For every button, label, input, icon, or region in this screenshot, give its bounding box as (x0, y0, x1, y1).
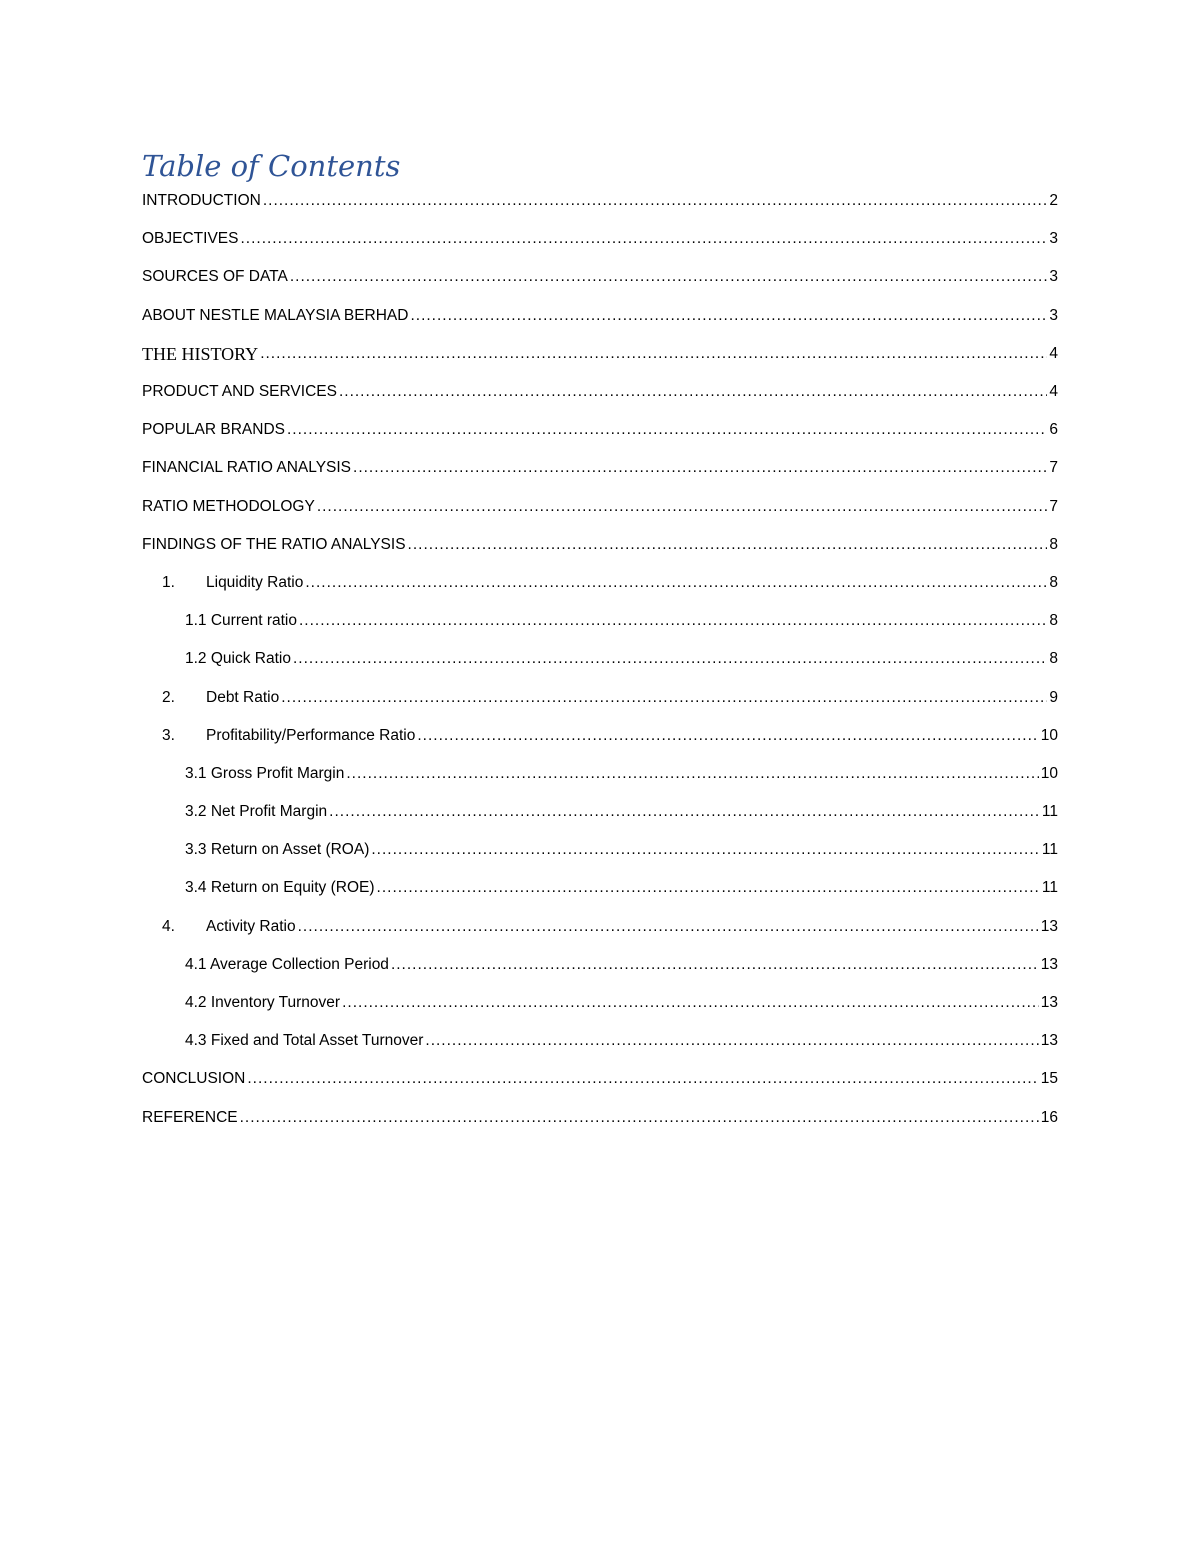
toc-entry-page-number[interactable]: 13 (1040, 994, 1058, 1012)
toc-entry-page-number[interactable]: 3 (1049, 230, 1058, 248)
toc-entry-label[interactable]: RATIO METHODOLOGY (142, 497, 315, 515)
toc-entry-number: 3. (162, 726, 175, 744)
toc-dot-leader (287, 420, 1047, 440)
toc-entry[interactable] (142, 1099, 1058, 1137)
toc-dot-leader (299, 611, 1047, 631)
toc-entry[interactable] (142, 335, 1058, 373)
toc-entry[interactable] (142, 297, 1058, 335)
toc-entry[interactable] (142, 946, 1058, 984)
toc-list (142, 182, 1058, 1137)
toc-entry-page-number[interactable]: 7 (1049, 497, 1058, 515)
toc-dot-leader (240, 1108, 1039, 1128)
toc-dot-leader (281, 688, 1047, 708)
toc-entry-label[interactable]: Liquidity Ratio (206, 573, 304, 591)
toc-entry-label[interactable]: 4.1 Average Collection Period (185, 955, 389, 973)
toc-entry[interactable] (142, 564, 1058, 602)
toc-entry[interactable] (142, 1022, 1058, 1060)
toc-entry[interactable] (142, 793, 1058, 831)
toc-dot-leader (263, 191, 1048, 211)
toc-entry-page-number[interactable]: 10 (1040, 764, 1058, 782)
toc-entry[interactable] (142, 908, 1058, 946)
toc-entry-label[interactable]: INTRODUCTION (142, 192, 261, 210)
toc-dot-leader (346, 764, 1038, 784)
toc-dot-leader (329, 802, 1040, 822)
toc-entry-page-number[interactable]: 16 (1040, 1108, 1058, 1126)
toc-entry-page-number[interactable]: 3 (1049, 268, 1058, 286)
toc-entry-page-number[interactable]: 11 (1041, 803, 1058, 821)
toc-entry-number: 1. (162, 573, 175, 591)
toc-dot-leader (293, 649, 1047, 669)
toc-entry-label[interactable]: THE HISTORY (142, 343, 259, 364)
toc-dot-leader (353, 458, 1047, 478)
toc-entry[interactable] (142, 717, 1058, 755)
toc-entry[interactable] (142, 258, 1058, 296)
toc-entry-page-number[interactable]: 8 (1049, 612, 1058, 630)
toc-entry[interactable] (142, 220, 1058, 258)
toc-entry[interactable] (142, 869, 1058, 907)
toc-entry-page-number[interactable]: 3 (1049, 306, 1058, 324)
toc-entry-page-number[interactable]: 13 (1040, 1032, 1058, 1050)
toc-entry[interactable] (142, 1060, 1058, 1098)
toc-entry-label[interactable]: 3.1 Gross Profit Margin (185, 764, 345, 782)
toc-dot-leader (391, 955, 1039, 975)
toc-dot-leader (317, 497, 1048, 517)
toc-dot-leader (240, 229, 1047, 249)
toc-entry-page-number[interactable]: 4 (1049, 383, 1058, 401)
toc-entry-page-number[interactable]: 10 (1040, 726, 1058, 744)
toc-entry-label[interactable]: SOURCES OF DATA (142, 268, 288, 286)
toc-entry[interactable] (142, 602, 1058, 640)
toc-entry-label[interactable]: Profitability/Performance Ratio (206, 726, 416, 744)
toc-entry-label[interactable]: POPULAR BRANDS (142, 421, 285, 439)
toc-entry-page-number[interactable]: 8 (1049, 535, 1058, 553)
toc-dot-leader (425, 1031, 1038, 1051)
toc-dot-leader (247, 1069, 1038, 1089)
toc-entry-label[interactable]: Debt Ratio (206, 688, 280, 706)
toc-dot-leader (408, 535, 1048, 555)
toc-dot-leader (305, 573, 1047, 593)
toc-entry[interactable] (142, 678, 1058, 716)
toc-entry-label[interactable]: 4.3 Fixed and Total Asset Turnover (185, 1032, 424, 1050)
toc-entry-label[interactable]: ABOUT NESTLE MALAYSIA BERHAD (142, 306, 409, 324)
toc-entry-page-number[interactable]: 8 (1049, 573, 1058, 591)
toc-dot-leader (290, 267, 1048, 287)
toc-entry-page-number[interactable]: 8 (1049, 650, 1058, 668)
toc-entry-label[interactable]: Activity Ratio (206, 917, 296, 935)
toc-dot-leader (417, 726, 1038, 746)
toc-entry-label[interactable]: 1.2 Quick Ratio (185, 650, 291, 668)
toc-entry-page-number[interactable]: 11 (1041, 841, 1058, 859)
toc-entry[interactable] (142, 411, 1058, 449)
toc-entry-label[interactable]: 3.4 Return on Equity (ROE) (185, 879, 375, 897)
toc-dot-leader (371, 840, 1040, 860)
toc-dot-leader (339, 382, 1047, 402)
toc-entry-label[interactable]: OBJECTIVES (142, 230, 239, 248)
toc-entry-page-number[interactable]: 11 (1041, 879, 1058, 897)
toc-entry[interactable] (142, 831, 1058, 869)
toc-entry-page-number[interactable]: 13 (1040, 917, 1058, 935)
toc-entry-label[interactable]: PRODUCT AND SERVICES (142, 383, 337, 401)
toc-entry-label[interactable]: CONCLUSION (142, 1070, 246, 1088)
toc-entry[interactable] (142, 373, 1058, 411)
toc-entry-page-number[interactable]: 7 (1049, 459, 1058, 477)
toc-entry-label[interactable]: 3.2 Net Profit Margin (185, 803, 328, 821)
toc-entry[interactable] (142, 182, 1058, 220)
toc-dot-leader (342, 993, 1039, 1013)
toc-entry-page-number[interactable]: 6 (1049, 421, 1058, 439)
toc-entry-number: 4. (162, 917, 175, 935)
toc-entry[interactable] (142, 449, 1058, 487)
toc-entry-label[interactable]: REFERENCE (142, 1108, 238, 1126)
toc-entry-page-number[interactable]: 13 (1040, 955, 1058, 973)
toc-entry-label[interactable]: FINDINGS OF THE RATIO ANALYSIS (142, 535, 406, 553)
toc-entry-page-number[interactable]: 9 (1049, 688, 1058, 706)
toc-entry[interactable] (142, 755, 1058, 793)
toc-dot-leader (298, 917, 1039, 937)
toc-entry-label[interactable]: 4.2 Inventory Turnover (185, 994, 341, 1012)
toc-title: Table of Contents (142, 149, 401, 183)
toc-entry-page-number[interactable]: 2 (1049, 192, 1058, 210)
toc-dot-leader (377, 878, 1040, 898)
toc-entry-number: 2. (162, 688, 175, 706)
toc-entry[interactable] (142, 984, 1058, 1022)
toc-entry[interactable] (142, 640, 1058, 678)
toc-dot-leader (260, 344, 1047, 364)
toc-entry-label[interactable]: 3.3 Return on Asset (ROA) (185, 841, 370, 859)
toc-dot-leader (410, 306, 1047, 326)
toc-entry[interactable] (142, 488, 1058, 526)
toc-entry-label[interactable]: 1.1 Current ratio (185, 612, 297, 630)
toc-entry[interactable] (142, 526, 1058, 564)
toc-entry-page-number[interactable]: 15 (1040, 1070, 1058, 1088)
toc-entry-page-number[interactable]: 4 (1049, 344, 1058, 362)
toc-entry-label[interactable]: FINANCIAL RATIO ANALYSIS (142, 459, 352, 477)
